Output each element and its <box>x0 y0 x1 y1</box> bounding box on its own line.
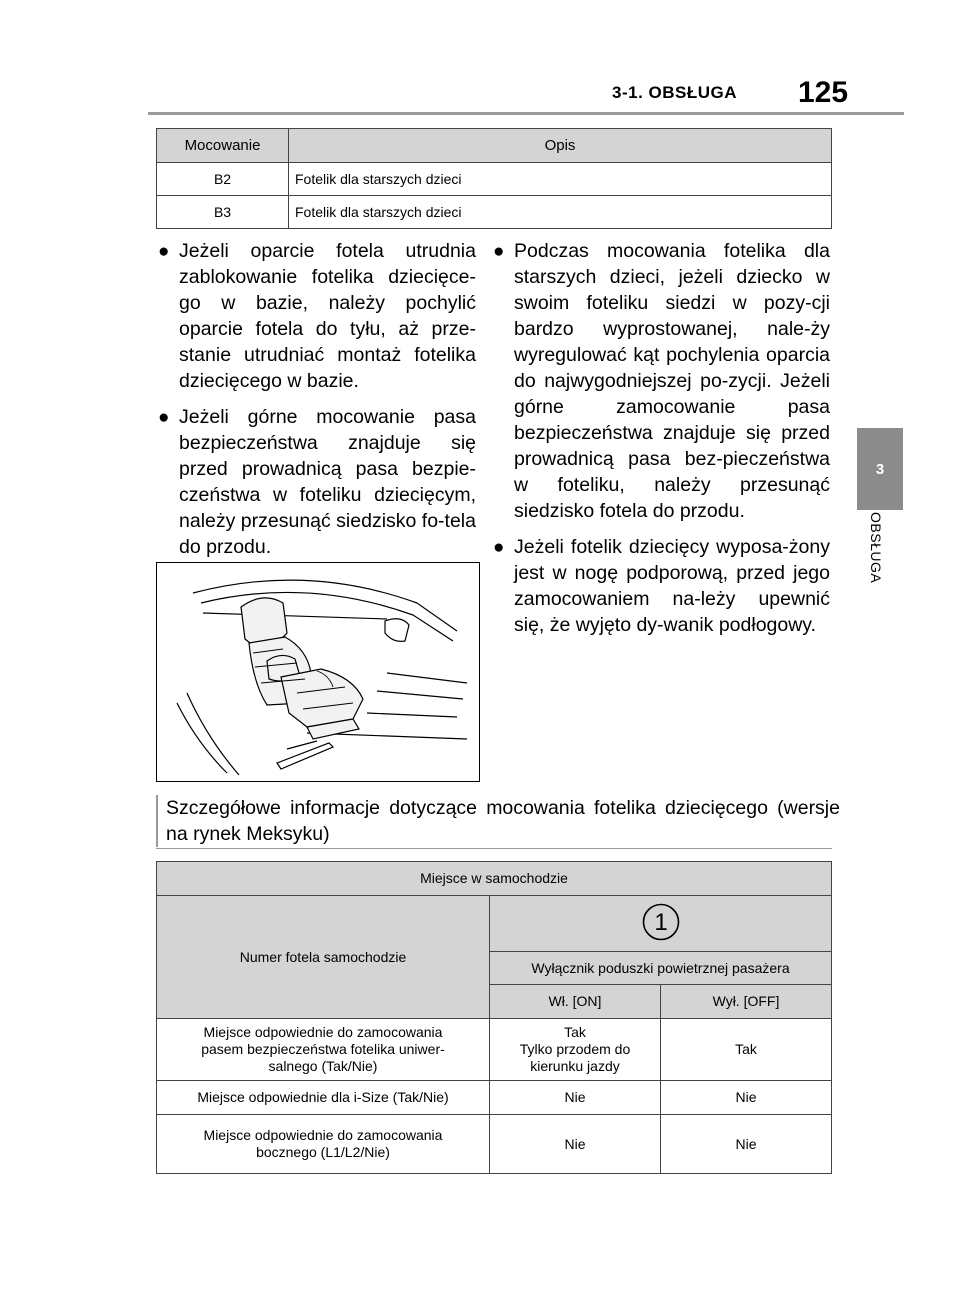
mounting-description: Fotelik dla starszych dzieci <box>289 196 832 229</box>
bullet-paragraph <box>493 238 830 524</box>
table-row <box>157 1115 832 1174</box>
bullet-paragraph <box>493 534 830 638</box>
bullet-icon: ● <box>158 241 170 262</box>
paragraph-text: Podczas mocowania fotelika dla starszych dzieci, jeżeli dziecko w swoim foteliku siedzi w pozy-cji bardzo wyprostowanej, nale-ży wyregulować kąt pochylenia oparcia do najwygodniejszej po-zycji. Jeżeli górne zamocowanie pasa bezpieczeństwa znajduje się przed prowadnicą pasa bez-pieczeństwa w foteliku, należy przesunąć siedzisko fotela do przodu. <box>514 240 830 522</box>
left-column <box>158 238 476 570</box>
row-label: Miejsce odpowiednie do zamocowania pasem bezpieczeństwa fotelika uniwer- salnego (Tak/Nie) <box>157 1019 490 1081</box>
seat-suitability-table <box>156 861 832 1174</box>
table-row <box>157 196 832 229</box>
table-row <box>157 163 832 196</box>
page-number: 125 <box>798 76 849 109</box>
paragraph-text: Jeżeli górne mocowanie pasa bezpieczeństwa znajduje się przed prowadnicą pasa bezpie-czeństwa w foteliku dziecięcym, należy przesunąć siedzisko fo-tela do przodu. <box>179 406 476 558</box>
row-off-value: Nie <box>661 1115 832 1174</box>
bullet-paragraph <box>158 404 476 560</box>
bullet-icon: ● <box>493 537 505 558</box>
table-row <box>157 1019 832 1081</box>
row-label: Miejsce odpowiednie do zamocowania bocznego (L1/L2/Nie) <box>157 1115 490 1174</box>
table-title: Miejsce w samochodzie <box>157 862 832 896</box>
seat-icon-number: 1 <box>653 908 668 936</box>
mounting-header: Mocowanie <box>157 129 289 163</box>
seat-1-icon <box>641 902 681 942</box>
description-header: Opis <box>289 129 832 163</box>
row-off-value: Tak <box>661 1019 832 1081</box>
row-on-value: Nie <box>490 1115 661 1174</box>
bullet-icon: ● <box>158 407 170 428</box>
airbag-switch-label: Wyłącznik poduszki powietrznej pasażera <box>490 952 832 985</box>
mounting-code: B3 <box>157 196 289 229</box>
bullet-icon: ● <box>493 241 505 262</box>
right-column <box>493 238 830 648</box>
mounting-code: B2 <box>157 163 289 196</box>
mounting-table <box>156 128 832 229</box>
mounting-description: Fotelik dla starszych dzieci <box>289 163 832 196</box>
row-label: Miejsce odpowiednie dla i-Size (Tak/Nie) <box>157 1081 490 1115</box>
bullet-paragraph <box>158 238 476 394</box>
header-divider <box>148 112 904 115</box>
chapter-label: OBSŁUGA <box>868 512 884 584</box>
row-off-value: Nie <box>661 1081 832 1115</box>
paragraph-text: Jeżeli fotelik dziecięcy wyposa-żony jest w nogę podporową, przed jego zamocowaniem na-leży upewnić się, że wyjęto dy-wanik podłogowy. <box>514 536 830 636</box>
switch-on-label: Wł. [ON] <box>490 985 661 1019</box>
seat-number-label: Numer fotela samochodzie <box>157 896 490 1019</box>
row-on-value: Nie <box>490 1081 661 1115</box>
section-title: 3-1. OBSŁUGA <box>612 83 738 102</box>
chapter-tab: 3 <box>857 428 903 510</box>
mexico-note: Szczegółowe informacje dotyczące mocowania fotelika dziecięcego (wersje na rynek Meksyku) <box>156 795 840 847</box>
paragraph-text: Jeżeli oparcie fotela utrudnia zablokowanie fotelika dziecięce-go w bazie, należy pochylić oparcie fotela do tyłu, aż prze-stanie utrudniać montaż fotelika dziecięcego w bazie. <box>179 240 476 392</box>
row-on-value: Tak Tylko przodem do kierunku jazdy <box>490 1019 661 1081</box>
seat-number-cell <box>490 896 832 952</box>
car-seat-drawing-icon <box>157 563 479 781</box>
child-seat-illustration <box>156 562 480 782</box>
table-row <box>157 1081 832 1115</box>
switch-off-label: Wył. [OFF] <box>661 985 832 1019</box>
note-divider <box>156 848 832 849</box>
